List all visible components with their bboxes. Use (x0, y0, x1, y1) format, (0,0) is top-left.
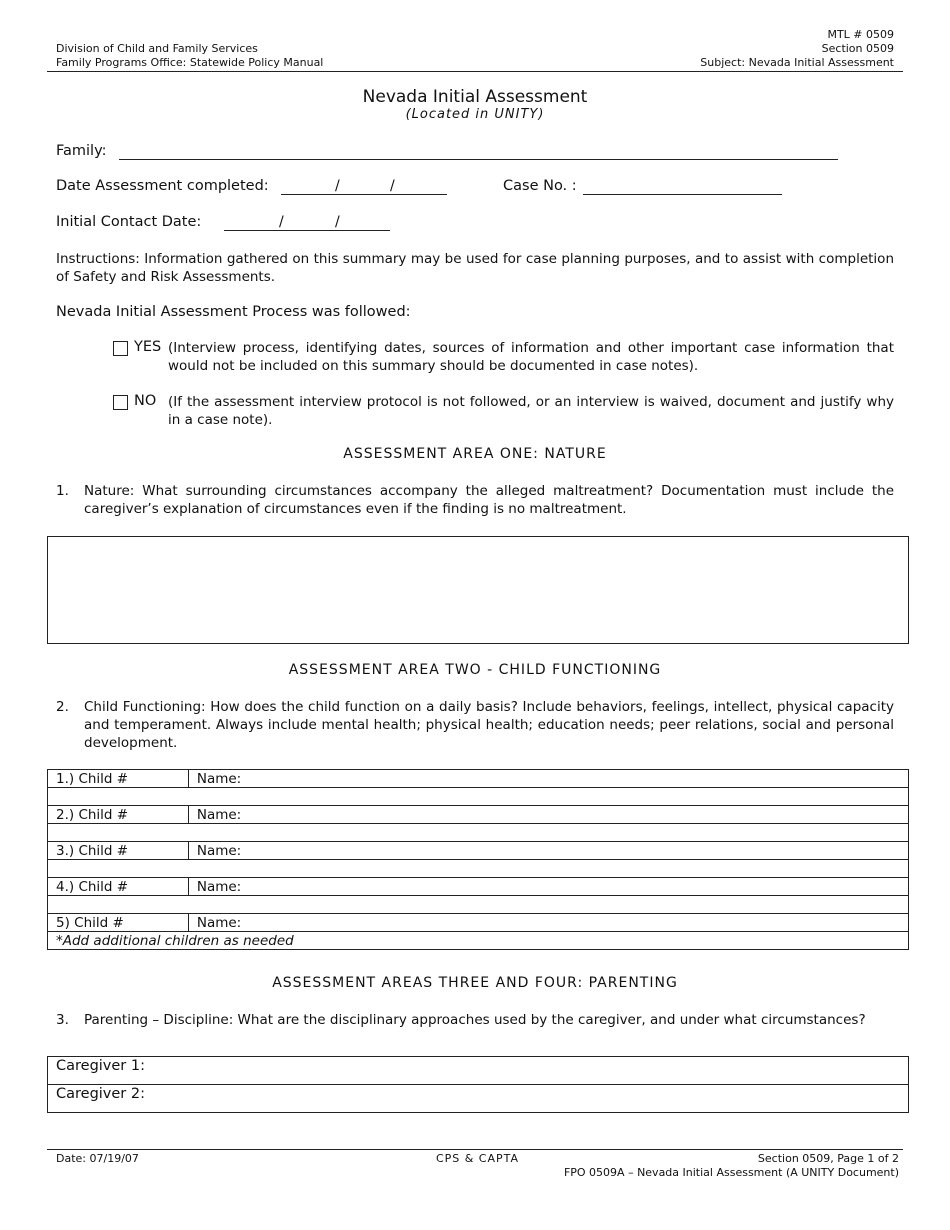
yes-checkbox[interactable] (113, 341, 128, 356)
children-table (47, 769, 909, 950)
area-two-heading: ASSESSMENT AREA TWO - CHILD FUNCTIONING (288, 662, 662, 678)
table-row (48, 842, 909, 860)
no-label: NO (134, 393, 157, 409)
add-children-note: *Add additional children as needed (48, 932, 909, 950)
footer-center: CPS & CAPTA (435, 1152, 520, 1165)
family-label: Family: (56, 143, 107, 159)
no-explanation: (If the assessment interview protocol is not followed, or an interview is waived, document and justify why in a case note). (168, 394, 894, 428)
table-row (48, 896, 909, 914)
table-row (48, 806, 909, 824)
initial-contact-label: Initial Contact Date: (56, 214, 202, 230)
footer-rule (47, 1149, 903, 1150)
child-number-cell[interactable]: 2.) Child # (48, 806, 189, 824)
child-number-cell[interactable]: 3.) Child # (48, 842, 189, 860)
instructions-text: Instructions: Information gathered on this summary may be used for case planning purposes, and to assist with completion of Safety and Risk Assessments. (56, 251, 894, 285)
area-one-heading: ASSESSMENT AREA ONE: NATURE (343, 446, 607, 462)
child-number-cell[interactable]: 1.) Child # (48, 770, 189, 788)
caregiver-2-box[interactable] (47, 1084, 909, 1113)
table-row (48, 770, 909, 788)
yes-explanation: (Interview process, identifying dates, sources of information and other important case information that would not be included on this summary should be documented in case notes). (168, 340, 894, 374)
child-detail-cell[interactable] (48, 896, 909, 914)
header-left (56, 42, 323, 70)
table-row (48, 860, 909, 878)
yes-label: YES (134, 339, 162, 355)
child-detail-cell[interactable] (48, 824, 909, 842)
table-row (48, 788, 909, 806)
office-name: Family Programs Office: Statewide Policy Manual (56, 56, 324, 69)
caregiver-1-box[interactable] (47, 1056, 909, 1085)
area-two-number: 2. (56, 699, 69, 715)
subject-line: Subject: Nevada Initial Assessment (700, 56, 894, 69)
date-separator: / (279, 214, 284, 230)
family-input-line[interactable] (119, 159, 838, 160)
case-no-input-line[interactable] (583, 194, 782, 195)
area-two-question: Child Functioning: How does the child function on a daily basis? Include behaviors, feelings, intellect, physical capacity and temperament. Always include mental health; physical health; education needs; peer relations, social and personal development. (84, 699, 894, 751)
nature-response-box[interactable] (47, 536, 909, 644)
table-row (48, 824, 909, 842)
header-right (700, 28, 894, 70)
initial-contact-input-line[interactable] (224, 230, 390, 231)
child-detail-cell[interactable] (48, 860, 909, 878)
section-number: Section 0509 (821, 42, 894, 55)
footer-right (564, 1152, 899, 1180)
date-completed-label: Date Assessment completed: (56, 178, 269, 194)
date-completed-input-line[interactable] (281, 194, 447, 195)
division-name: Division of Child and Family Services (56, 42, 258, 55)
table-row (48, 878, 909, 896)
caregiver-2-label: Caregiver 2: (56, 1086, 145, 1102)
mtl-number: MTL # 0509 (827, 28, 894, 41)
child-name-cell[interactable]: Name: (188, 914, 908, 932)
child-detail-cell[interactable] (48, 788, 909, 806)
table-row (48, 932, 909, 950)
child-name-cell[interactable]: Name: (188, 842, 908, 860)
area-three-four-heading: ASSESSMENT AREAS THREE AND FOUR: PARENTING (272, 975, 678, 991)
footer-form-id: FPO 0509A – Nevada Initial Assessment (A UNITY Document) (563, 1166, 899, 1179)
case-no-label: Case No. : (503, 178, 577, 194)
child-name-cell[interactable]: Name: (188, 878, 908, 896)
child-name-cell[interactable]: Name: (188, 770, 908, 788)
area-one-number: 1. (56, 483, 69, 499)
date-separator: / (390, 178, 395, 194)
caregiver-1-label: Caregiver 1: (56, 1058, 145, 1074)
no-checkbox[interactable] (113, 395, 128, 410)
footer-date: Date: 07/19/07 (56, 1152, 139, 1165)
area-three-question: Parenting – Discipline: What are the disciplinary approaches used by the caregiver, and under what circumstances? (84, 1012, 866, 1028)
area-one-question: Nature: What surrounding circumstances accompany the alleged maltreatment? Documentation must include the caregiver’s explanation of circumstances even if the finding is no maltreatment. (84, 483, 894, 517)
area-three-number: 3. (56, 1012, 69, 1028)
header-rule (47, 71, 903, 72)
child-name-cell[interactable]: Name: (188, 806, 908, 824)
footer-page: Section 0509, Page 1 of 2 (757, 1152, 899, 1165)
date-separator: / (335, 214, 340, 230)
page-subtitle: (Located in UNITY) (405, 107, 545, 122)
process-label: Nevada Initial Assessment Process was followed: (56, 304, 411, 320)
child-number-cell[interactable]: 4.) Child # (48, 878, 189, 896)
table-row (48, 914, 909, 932)
page-title: Nevada Initial Assessment (362, 87, 588, 107)
child-number-cell[interactable]: 5) Child # (48, 914, 189, 932)
date-separator: / (335, 178, 340, 194)
